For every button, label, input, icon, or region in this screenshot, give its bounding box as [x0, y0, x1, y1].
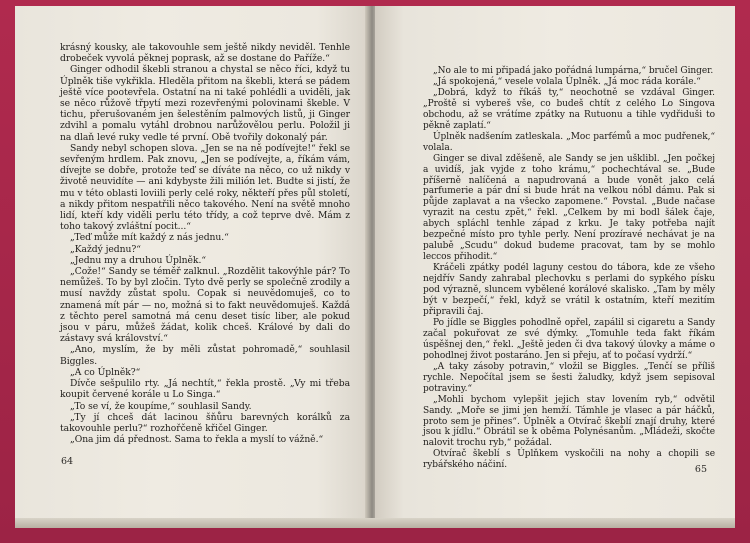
paragraph: „A co Úplněk?“ [70, 366, 141, 378]
paragraph: „Mohli bychom vylepšit jejich stav lovením ryb,“ odvětil Sandy. „Moře se jimi jen hemží. Támhle je vlasec a pár háčků, proto sem je přines“. Úplněk a Otvírač škeblí znají druhy, které jsou k jídlu.“ Obrátil se k oběma Polynésanům. „Mládeži, skočte nalovit trochu ryb,“ požádal. [423, 394, 715, 449]
paragraph: „Ona jim dá přednost. Sama to řekla a myslí to vážně.“ [70, 434, 324, 446]
paragraph: Ginger se dival zděšeně, ale Sandy se jen ušklibl. „Jen počkej a uvidíš, jak vyjde z toho krámu,“ pochechtával se. „Bude příšerně nalíčená a napudrovaná a bude vonět jako celá parfumerie a pár dní si bude hrát na velkou nóbl dámu. Pak si půjde zaplavat a na všecko zapomene.“ Povstal. „Bude načase vyrazit na cestu zpět,“ řekl. „Celkem by mi bodl šálek čaje, abych spláchl tenhle západ z krku. Je taky potřeba najít bezpečné místo pro tyhle perly. Není prozíravé nechávat je na palubě „Scudu“ dokud budeme pracovat, tam by se mohlo leccos přihodit.“ [423, 153, 715, 263]
paragraph: „Cože!“ Sandy se téměř zalknul. „Rozdělit takovýhle pár? To nemůžeš. To by byl zločin. Tyto dvě perly se společně zrodily a musí navždy zůstat spolu. Copak si neuvědomuješ, co to znamená mít pár — no, možná si to fakt neuvědomuješ. Každá z těchto perel samotná má cenu deset tisíc liber, ale pokud jsou v páru, můžeš žádat, kolik chceš. Králové by dali do zástavy svá království.“ [60, 266, 350, 345]
paragraph: „Já spokojená,“ vesele volala Úplněk. „Já moc ráda korále.“ [433, 76, 701, 87]
paragraph: „No ale to mi připadá jako pořádná lumpárna,“ bručel Ginger. [433, 66, 714, 76]
paragraph: Kráčeli zpátky podél laguny cestou do tábora, kde ze všeho nejdřív Sandy zahrabal plechovku s perlami do sypkého písku pod výraznĕ, sluncem vybělené korálové skalisko. „Tam by měly být v bezpečí,“ řekl, když se vrátil k ostatním, kteří mezitím připravili čaj. [423, 263, 715, 317]
paragraph: „Dobrá, když to říkáš ty,“ neochotně se vzdával Ginger. „Proště si vybereš vše, co budeš chtít z celého Lo Singova obchodu, až se vrátíme zpátky na Rutuonu a tihle vydřiduši to pěkně zaplatí.“ [423, 87, 715, 131]
left-page-text [60, 42, 350, 445]
paragraph: „Ano, myslím, že by měli zůstat pohromadě,“ souhlasil Biggles. [60, 344, 350, 367]
paragraph: „Každý jednu?“ [70, 243, 141, 255]
paragraph: „A taky zásoby potravin,“ vložil se Biggles. „Tenčí se příliš rychle. Nepočítal jsem se šesti žaludky, když jsem sepisoval potraviny.“ [423, 361, 715, 394]
paragraph: Ginger odhodil škebli stranou a chystal se něco říci, když tu Úplněk tiše vykřikla. Hleděla přitom na škebli, která se pádem ještě více pootevřela. Ostatní na ni také pohlédli a uviděli, jak se něco růžově třpytí mezi rozevřenými polovinami škeble. V tichu, přerušovaném jen šelestěním palmových listů, ji Ginger zdvihl a pomalu vytáhl drobnou narůžovělou perlu. Položil ji na dlaň levé ruky vedle té první. Obě tvořily dokonalý pár. [60, 64, 350, 143]
right-page [375, 6, 735, 518]
paragraph: „Ty jí chceš dát lacinou šňůru barevných korálků za takovouhle perlu?“ rozhořčeně křičel Ginger. [60, 411, 350, 434]
right-page-text [423, 66, 715, 471]
paragraph: Dívče sešpulilo rty. „Já nechtít,“ řekla prostě. „Vy mi třeba koupit červené korále u Lo Singa.“ [60, 378, 350, 401]
paragraph: Úplněk nadšením zatleskala. „Moc parfémů a moc pudřenek,“ volala. [423, 131, 715, 153]
paragraph: Sandy nebyl schopen slova. „Jen se na ně podívejte!“ řekl se sevřeným hrdlem. Pak znovu, „Jen se podívejte, a, říkám vám, dívejte se dobře, protože teď se díváte na něco, co už nikdy v životě neuvidíte — ani kdybyste žili milión let. Budte si jistí, že mu v této oblasti loviili perly celé roky, někteří přes půl století, a nikdy přitom nespatřili něco takového. Není na světě mnoho lidí, kteří kdy viděli perlu této třídy, a což teprve dvě. Mám z toho takový zvláštní pocit...“ [60, 142, 350, 233]
paragraph: krásný kousky, ale takovouhle sem ještě nikdy neviděl. Tenhle drobeček vyvolá pěknej poprask, až se dostane do Paříže.“ [60, 42, 350, 65]
left-page [15, 6, 370, 518]
paragraph: Po jídle se Biggles pohodlně opřel, zapálil si cigaretu a Sandy začal pokuřovat ze své dýmky. „Tomuhle teda fakt říkám úspěšnej den,“ řekl. „Ještě jeden či dva takový úlovky a máme o pohodlnej život postaráno. Jen si přeju, ať to počasí vydrží.“ [423, 317, 715, 361]
page-number-left: 64 [61, 456, 74, 467]
paragraph: „To se ví, že koupíme,“ souhlasil Sandy. [70, 400, 252, 412]
page-number-right: 65 [694, 464, 707, 475]
page-edges [15, 518, 735, 528]
paragraph: „Jednu my a druhou Úplněk.“ [70, 254, 206, 266]
paragraph: Otvírač škeblí s Úplňkem vyskočili na nohy a chopili se rybářského náčiní. [423, 449, 715, 471]
paragraph: „Teď může mít každý z nás jednu.“ [70, 232, 229, 244]
